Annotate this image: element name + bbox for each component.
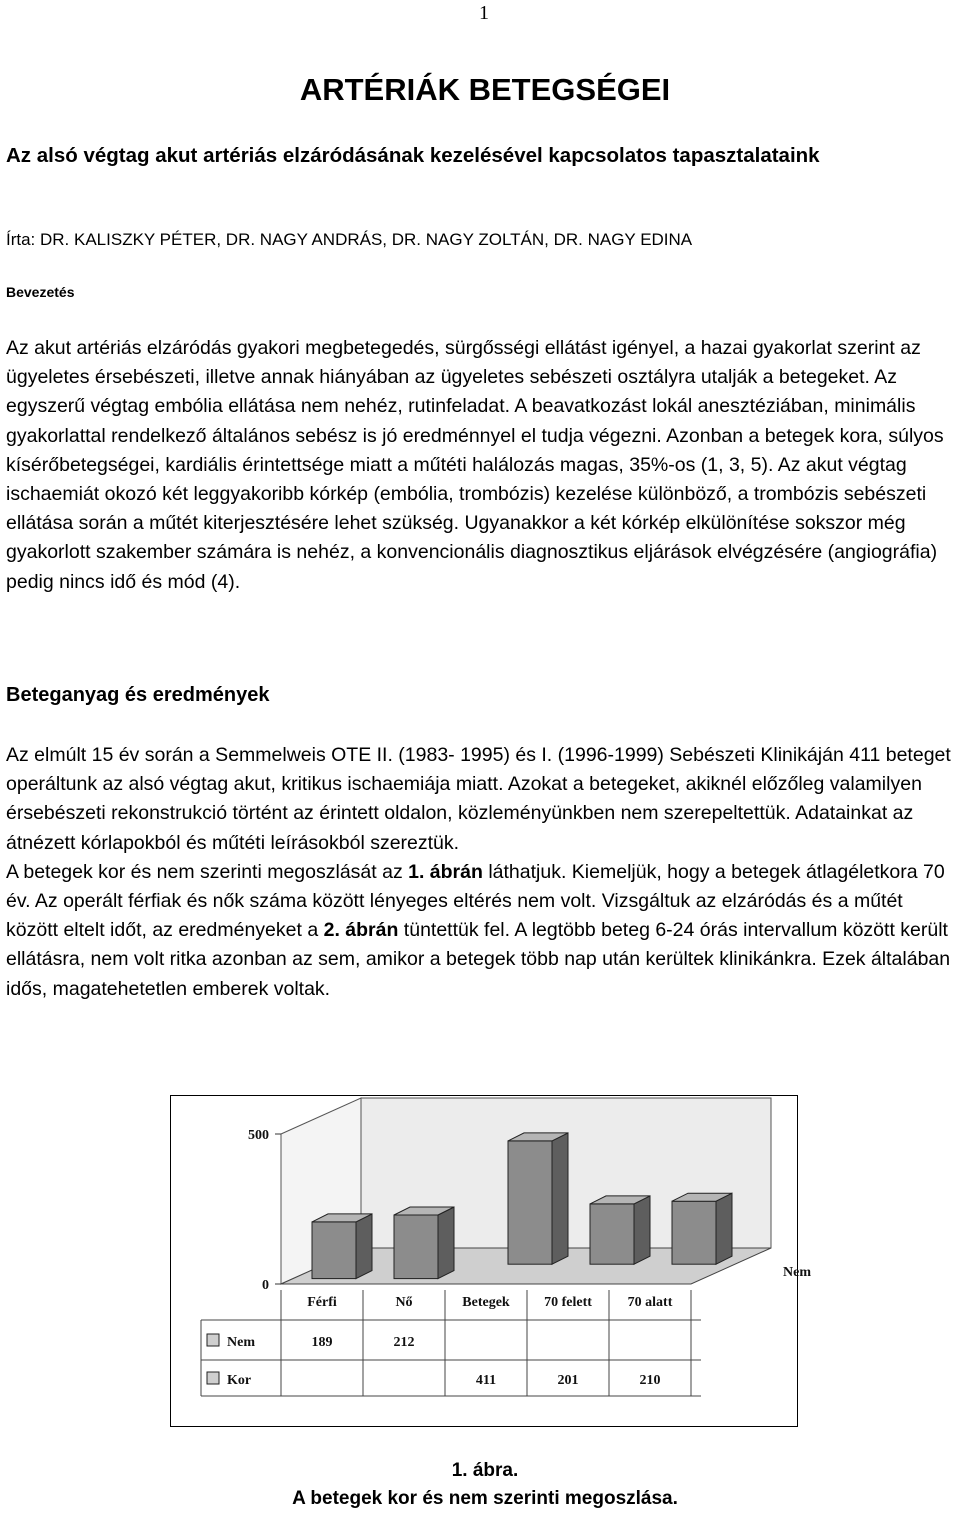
results-text-e: tüntettük fel. A legtöbb beteg 6-24 órás intervallum között került ellátásra, nem volt ritka azonban az sem, amikor a betegek több nap után kerültek klinikánkra. Ezek általában idős, magatehetetlen emberek voltak. xyxy=(6,919,951,1000)
depth-axis-label: Nem xyxy=(783,1265,811,1280)
category-label: Betegek xyxy=(462,1295,510,1310)
bar-side xyxy=(356,1214,372,1279)
bar-chart-svg xyxy=(171,1096,811,1426)
legend-swatch xyxy=(207,1334,219,1346)
intro-text: Az akut artériás elzáródás gyakori megbetegedés, sürgősségi ellátást igényel, a hazai gyakorlat szerint az ügyeletes érsebészeti, illetve annak hiányában az ügyeletes sebészeti osztályra utalják a betegeket. Az egyszerű végtag embólia ellátása nem nehéz, rutinfeladat. A beavatkozást lokál anesztéziában, minimális gyakorlattal rendelkező általános sebész is jó eredménnyel el tudja végezni. Azonban a betegek kora, súlyos kísérőbetegségei, kardiális érintettsége miatt a műtéti halálozás magas, 35%-os (1, 3, 5). Az akut végtag ischaemiát okozó két leggyakoribb kórkép (embólia, trombózis) kezelése különböző, a trombózis sebészeti ellátása során a műtét kiterjesztésére lehet szükség. Ugyanakkor a két kórkép elkülönítése sokszor még gyakorlott szakember számára is nehéz, a konvencionális diagnosztikus eljárások elvégzésére (angiográfia) pedig nincs idő és mód (4). xyxy=(6,337,944,593)
data-table-value: 201 xyxy=(557,1373,579,1388)
legend-label: Nem xyxy=(227,1335,255,1350)
category-label: Nő xyxy=(395,1295,413,1310)
intro-heading: Bevezetés xyxy=(6,284,75,300)
bar-front xyxy=(508,1141,552,1264)
results-paragraphs xyxy=(6,741,960,1004)
bar-side xyxy=(716,1193,732,1264)
figure-ref-1: 1. ábrán xyxy=(408,860,483,883)
figure-ref-2: 2. ábrán xyxy=(323,919,399,942)
category-label: 70 felett xyxy=(544,1295,592,1310)
figure-caption: A betegek kor és nem szerinti megoszlása. xyxy=(292,1488,678,1509)
bar-front xyxy=(590,1204,634,1264)
bar-front xyxy=(394,1215,438,1279)
data-table-value: 210 xyxy=(639,1373,661,1388)
page-number: 1 xyxy=(479,2,489,24)
y-tick-label: 500 xyxy=(248,1128,269,1143)
author-line: Írta: DR. KALISZKY PÉTER, DR. NAGY ANDRÁS, DR. NAGY ZOLTÁN, DR. NAGY EDINA xyxy=(6,230,693,249)
bar-front xyxy=(672,1201,716,1264)
results-paragraph-2 xyxy=(6,858,960,1004)
data-table-value: 189 xyxy=(311,1335,333,1350)
y-tick-label: 0 xyxy=(262,1278,269,1293)
category-label: Férfi xyxy=(307,1295,337,1310)
figure-number: 1. ábra. xyxy=(451,1460,519,1481)
legend-swatch xyxy=(207,1372,219,1384)
bar-side xyxy=(634,1196,650,1264)
results-text-c: láthatjuk. Kiemeljük, hogy a betegek átlagéletkora 70 év. Az operált férfiak és nők száma között lényeges eltérés nem volt. Vizsgáltuk az elzáródás és a műtét között eltelt időt, az eredményeket a xyxy=(6,860,945,942)
intro-paragraph xyxy=(6,334,960,597)
legend-label: Kor xyxy=(227,1373,252,1388)
data-table-value: 212 xyxy=(393,1335,415,1350)
results-paragraph-1: Az elmúlt 15 év során a Semmelweis OTE II. (1983- 1995) és I. (1996-1999) Sebészeti Klinikáján 411 beteget operáltunk az alsó végtag akut, kritikus ischaemiája miatt. Azokat a betegeket, akiknél előzőleg valamilyen érsebészeti rekonstrukció történt az érintett oldalon, közleményünkben nem szerepeltettük. Adatainkat az átnézett kórlapokból és műtéti leírásokból szereztük. xyxy=(6,744,951,854)
article-subtitle: Az alsó végtag akut artériás elzáródásának kezelésével kapcsolatos tapasztalataink xyxy=(6,144,820,167)
section-heading: Beteganyag és eredmények xyxy=(6,684,270,706)
data-table-value: 411 xyxy=(475,1373,497,1388)
page-title: ARTÉRIÁK BETEGSÉGEI xyxy=(299,72,671,107)
results-text-a: A betegek kor és nem szerinti megoszlását az xyxy=(6,860,409,883)
figure-1-chart xyxy=(170,1095,811,1427)
bar-side xyxy=(438,1207,454,1279)
bar-side xyxy=(552,1133,568,1264)
category-label: 70 alatt xyxy=(627,1295,673,1310)
bar-front xyxy=(312,1222,356,1279)
